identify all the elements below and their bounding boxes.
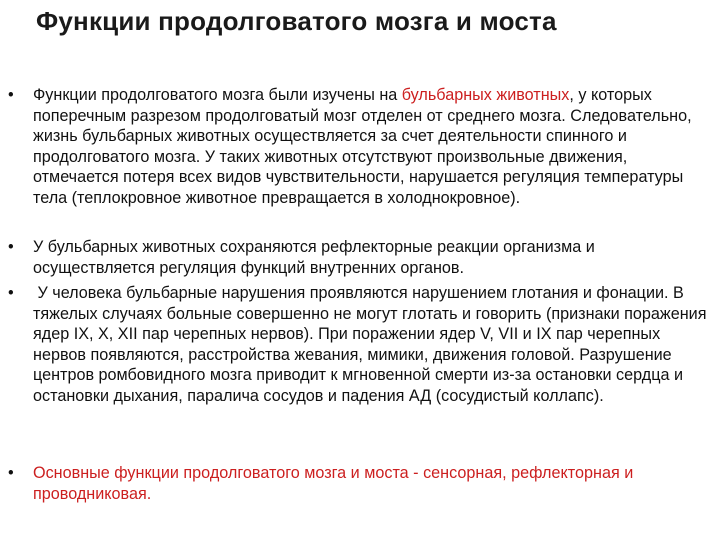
bullet-marker: •	[8, 284, 14, 302]
summary-text: Основные функции продолговатого мозга и моста - сенсорная, рефлекторная и проводниковая.	[33, 464, 634, 503]
bullet-text-lead: Функции продолговатого мозга были изучены на	[33, 86, 402, 104]
bullet-marker: •	[8, 86, 14, 104]
bullet-marker: •	[8, 464, 14, 482]
bullet-text-rest: , у которых поперечным разрезом продолговатый мозг отделен от среднего мозга. Следовательно, жизнь бульбарных животных осуществляется за счет деятельности спинного и продолговатого мозга. У таких животных отсутствуют произвольные движения, отмечается потеря всех видов чувствительности, нарушается регуляция температуры тела (теплокровное животное превращается в холоднокровное).	[33, 86, 692, 207]
bullet-marker: •	[8, 238, 14, 256]
bullet-text: У человека бульбарные нарушения проявляются нарушением глотания и фонации. В тяжелых случаях больные совершенно не могут глотать и говорить (признаки поражения ядер IX, X, XII пар черепных нервов). При поражении ядер V, VII и IX пар черепных нервов появляются, расстройства жевания, мимики, движения головой. Разрушение центров ромбовидного мозга приводит к мгновенной смерти из-за остановки сердца и остановки дыхания, паралича сосудов и падения АД (сосудистый коллапс).	[33, 284, 711, 405]
slide-title: Функции продолговатого мозга и моста	[36, 6, 557, 36]
bullet-text	[33, 85, 713, 208]
highlighted-term: бульбарных животных	[401, 86, 570, 104]
bullet-text: У бульбарных животных сохраняются рефлекторные реакции организма и осуществляется регуляция функций внутренних органов.	[33, 238, 595, 277]
